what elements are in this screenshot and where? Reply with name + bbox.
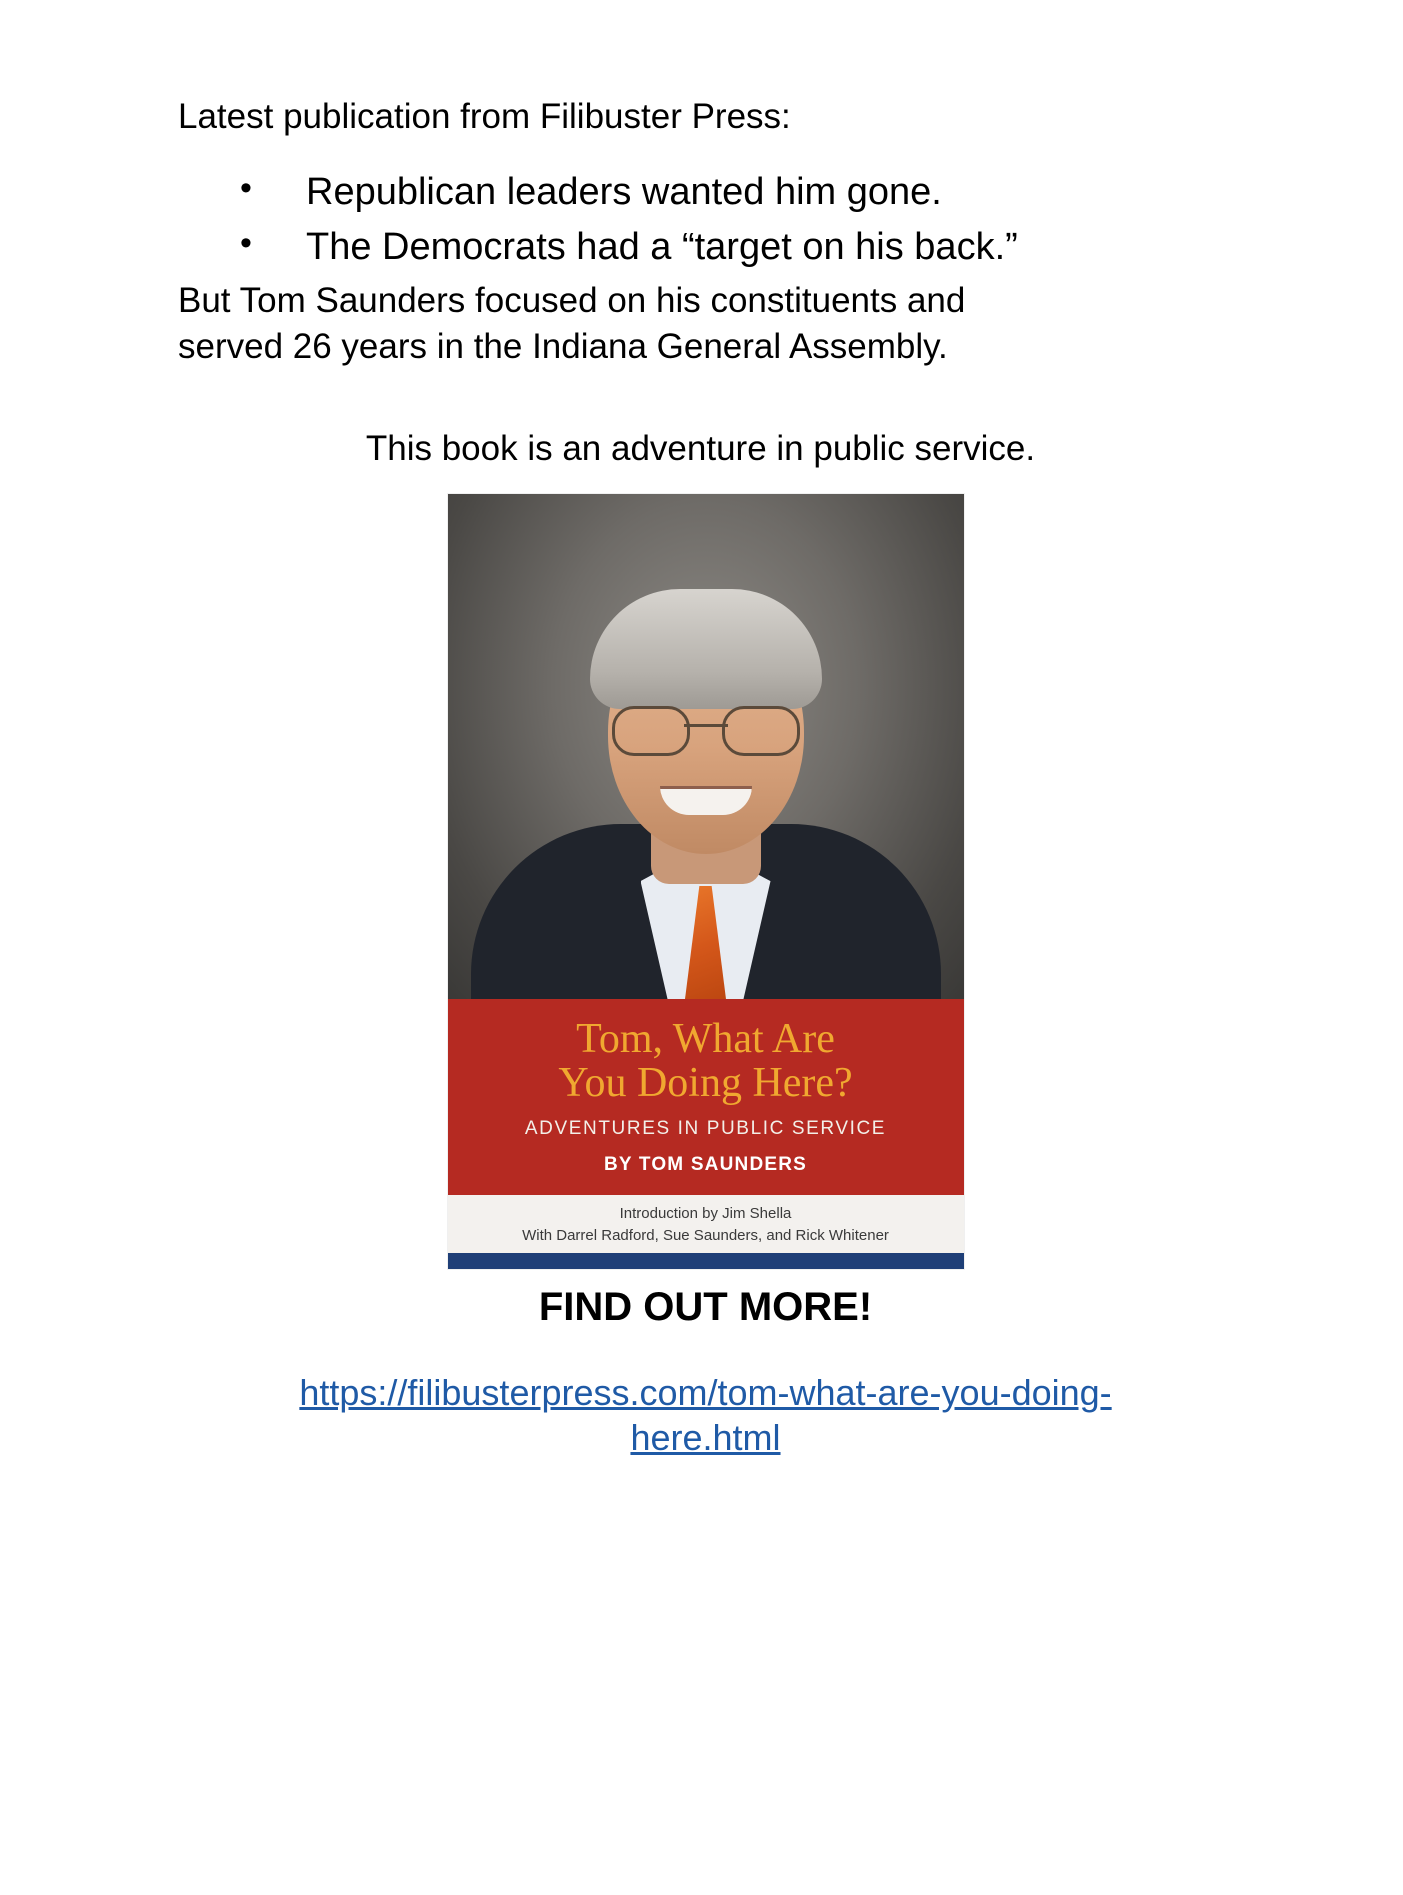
cover-title-line-2: You Doing Here?	[558, 1060, 853, 1107]
author-portrait-photo	[448, 494, 964, 999]
cover-bottom-bar	[448, 1253, 964, 1269]
glasses-icon	[612, 706, 800, 752]
book-cover-image	[448, 494, 964, 1269]
cover-title-band	[448, 999, 964, 1195]
glasses-right-lens	[722, 706, 800, 756]
glasses-bridge	[684, 724, 728, 727]
list-item: • The Democrats had a “target on his back.”	[178, 222, 1106, 274]
cover-intro-credit: Introduction by Jim Shella	[619, 1204, 792, 1222]
intro-text: Latest publication from Filibuster Press:	[178, 97, 791, 136]
smile-shape	[660, 786, 752, 815]
cover-contributors: With Darrel Radford, Sue Saunders, and Rick Whitener	[522, 1227, 889, 1245]
hair-shape	[590, 589, 822, 709]
body-line-2: served 26 years in the Indiana General Assembly.	[178, 327, 948, 367]
cover-author: BY TOM SAUNDERS	[603, 1154, 808, 1175]
cover-title-line-1: Tom, What Are	[576, 1015, 835, 1062]
book-page-link[interactable]: https://filibusterpress.com/tom-what-are-you-doing-here.html	[299, 1371, 1112, 1458]
list-item: • Republican leaders wanted him gone.	[178, 167, 1106, 219]
bullet-list	[178, 167, 1233, 274]
body-line-1: But Tom Saunders focused on his constituents and	[178, 281, 966, 321]
book-cover-container	[178, 494, 1233, 1269]
cover-subtitle: ADVENTURES IN PUBLIC SERVICE	[524, 1118, 887, 1139]
tagline-text: This book is an adventure in public service.	[365, 429, 1036, 469]
glasses-left-lens	[612, 706, 690, 756]
cover-credits	[448, 1195, 964, 1253]
call-to-action-heading: FIND OUT MORE!	[538, 1284, 873, 1329]
